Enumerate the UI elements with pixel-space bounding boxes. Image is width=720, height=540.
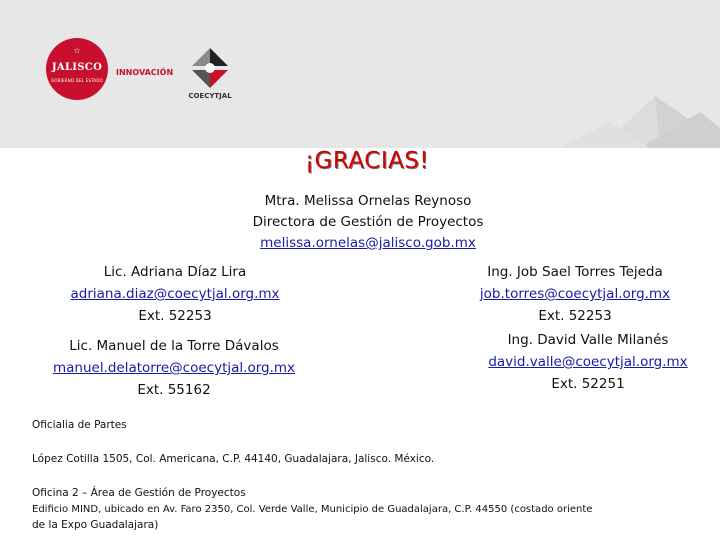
office-of-parts-label: Oficialia de Partes (32, 419, 127, 431)
address-line: López Cotilla 1505, Col. Americana, C.P. 44140, Guadalajara, Jalisco. México. (32, 453, 435, 465)
seal-subtitle: GOBIERNO DEL ESTADO (51, 78, 103, 83)
innovation-label: INNOVACIÓN (116, 68, 174, 77)
contact-ext: Ext. 55162 (137, 382, 211, 398)
contact-email[interactable]: adriana.diaz@coecytjal.org.mx (70, 286, 280, 302)
contact-name: Ing. Job Sael Torres Tejeda (487, 264, 663, 280)
address-line: de la Expo Guadalajara) (32, 519, 159, 531)
contact-ext: Ext. 52253 (538, 308, 612, 324)
coecytjal-logo-icon (188, 46, 232, 90)
geometric-background (0, 0, 720, 148)
thanks-heading: ¡GRACIAS! (304, 148, 430, 174)
main-contact-name: Mtra. Melissa Ornelas Reynoso (264, 193, 472, 209)
contact-name: Ing. David Valle Milanés (507, 332, 669, 348)
contact-ext: Ext. 52253 (138, 308, 212, 324)
main-contact-title: Directora de Gestión de Proyectos (252, 214, 484, 230)
office-label: Oficina 2 – Área de Gestión de Proyectos (32, 487, 246, 499)
contact-email[interactable]: job.torres@coecytjal.org.mx (479, 286, 671, 302)
header-banner (0, 0, 720, 148)
seal-name: JALISCO (51, 62, 103, 73)
contact-email[interactable]: manuel.delatorre@coecytjal.org.mx (52, 360, 296, 376)
contact-name: Lic. Adriana Díaz Lira (103, 264, 247, 280)
jalisco-logo (46, 38, 108, 100)
contact-name: Lic. Manuel de la Torre Dávalos (69, 338, 279, 354)
contact-email[interactable]: david.valle@coecytjal.org.mx (488, 354, 688, 370)
main-contact-email[interactable]: melissa.ornelas@jalisco.gob.mx (260, 235, 476, 251)
address-line: Edificio MIND, ubicado en Av. Faro 2350, Col. Verde Valle, Municipio de Guadalajara, C.P. 44550 (costado oriente (32, 504, 593, 515)
coecytjal-label: COECYTJAL (188, 92, 232, 100)
contact-ext: Ext. 52251 (551, 376, 625, 392)
seal-star: ☆ (73, 46, 81, 55)
